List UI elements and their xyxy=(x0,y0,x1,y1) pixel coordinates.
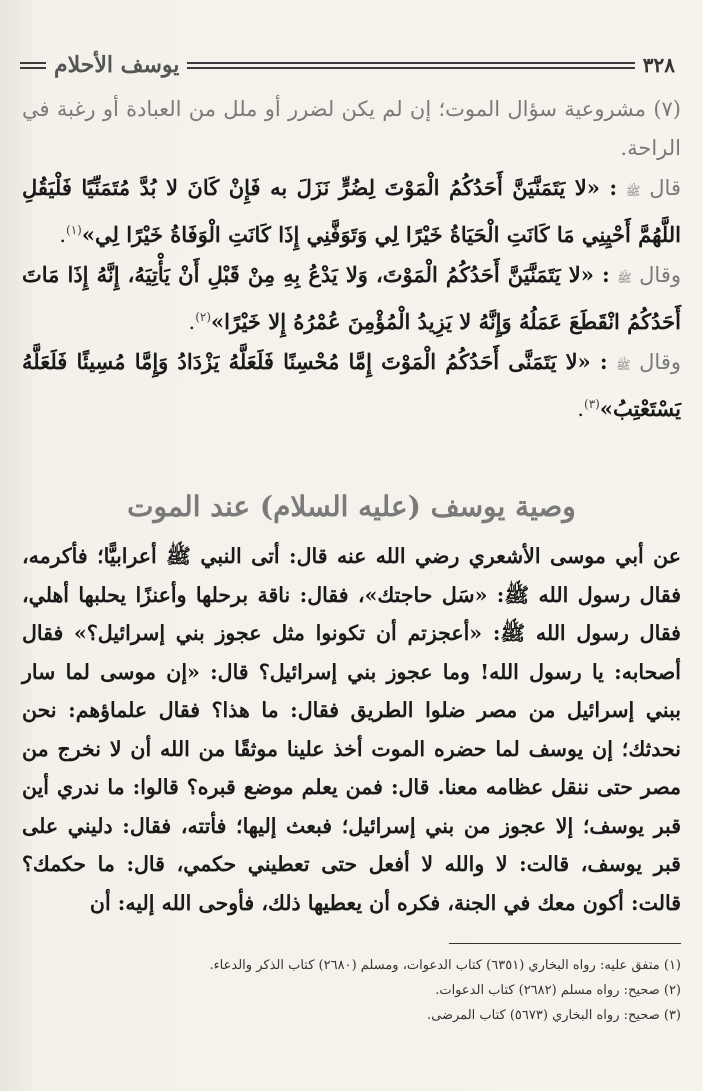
footnote-divider xyxy=(449,943,681,944)
hadith-3-intro: وقال xyxy=(639,350,681,374)
section-heading: وصية يوسف (عليه السلام) عند الموت xyxy=(127,490,576,523)
footnote-3: (٣) صحيح: رواه البخاري (٥٦٧٣) كتاب المرضى. xyxy=(427,1008,681,1023)
hadith-1: قال ﷺ : «لا يَتَمَنَّيَنَّ أَحَدُكُمُ الْمَوْتَ لِضُرٍّ نَزَلَ به فَإِنْ كَانَ لا بُدَّ مُتَمَنِّيًا فَلْيَقُلِ اللَّهُمَّ أَحْيِنِي مَا كَانَتِ الْحَيَاةُ خَيْرًا لِي وَتَوَفَّنِي إِذَا كَانَتِ الْوَفَاةُ خَيْرًا لِي»$^{(١)}$. xyxy=(22,175,681,247)
hadith-1-text: : «لا يَتَمَنَّيَنَّ أَحَدُكُمُ الْمَوْتَ لِضُرٍّ نَزَلَ به فَإِنْ كَانَ لا بُدَّ مُتَمَنِّيًا فَلْيَقُلِ اللَّهُمَّ أَحْيِنِي مَا كَانَتِ الْحَيَاةُ خَيْرًا لِي وَتَوَفَّنِي إِذَا كَانَتِ الْوَفَاةُ خَيْرًا لِي» xyxy=(22,175,681,247)
pbuh-glyph: ﷺ xyxy=(616,358,631,372)
section-point-7: (٧) مشروعية سؤال الموت؛ إن لم يكن لضرر أو ملل من العبادة أو رغبة في الراحة. xyxy=(22,97,681,160)
header-rule-right xyxy=(187,62,634,69)
footnote-ref-2: (٢) xyxy=(195,310,212,324)
page-number: ٣٢٨ xyxy=(642,53,675,77)
footnote-1: (١) متفق عليه: رواه البخاري (٦٣٥١) كتاب الدعوات، ومسلم (٢٦٨٠) كتاب الذكر والدعاء. xyxy=(209,958,681,973)
footnote-ref-3: (٣) xyxy=(584,397,600,411)
page-header xyxy=(20,50,683,80)
header-rule-left xyxy=(20,59,46,72)
hadith-3-text: : «لا يَتَمَنَّى أَحَدُكُمُ الْمَوْتَ إِمَّا مُحْسِنًا فَلَعَلَّهُ يَزْدَادُ وَإِمَّا مُسِيئًا فَلَعَلَّهُ يَسْتَعْتِبُ» xyxy=(22,349,681,421)
footnotes xyxy=(22,953,681,1028)
pbuh-glyph: ﷺ xyxy=(617,271,632,285)
hadith-2-intro: وقال xyxy=(639,263,681,287)
book-title: يوسف الأحلام xyxy=(54,52,180,78)
page-body xyxy=(22,90,681,922)
hadith-1-intro: قال xyxy=(649,176,681,200)
pbuh-glyph: ﷺ xyxy=(625,184,641,198)
story-paragraph: عن أبي موسى الأشعري رضي الله عنه قال: أتى النبي ﷺ أعرابيًّا؛ فأكرمه، فقال رسول الله ﷺ: «سَل حاجتك»، فقال: ناقة برحلها وأعنزًا يحلبها أهلي، فقال رسول الله ﷺ: «أعجزتم أن تكونوا مثل عجوز بني إسرائيل؟» فقال أصحابه: يا رسول الله! وما عجوز بني إسرائيل؟ قال: «إن موسى لما سار ببني إسرائيل من مصر ضلوا الطريق فقال: ما هذا؟ فقال علماؤهم: نحن نحدثك؛ إن يوسف لما حضره الموت أخذ علينا موثقًا من الله أن لا نخرج من مصر حتى ننقل عظامه معنا. قال: فمن يعلم موضع قبره؟ قالوا: ما ندري أين قبر يوسف؛ إلا عجوز من بني إسرائيل؛ فبعث إليها؛ فأتته، فقال: دليني على قبر يوسف، قالت: لا والله لا أفعل حتى تعطيني حكمي، قال: ما حكمك؟ قالت: أكون معك في الجنة، فكره أن يعطيها ذلك، فأوحى الله إليه: أن xyxy=(22,544,682,915)
footnote-ref-1: (١) xyxy=(66,223,82,237)
footnote-2: (٢) صحيح: رواه مسلم (٢٦٨٢) كتاب الدعوات. xyxy=(435,983,681,998)
hadith-2-text: : «لا يَتَمَنَّيَنَّ أَحَدُكُمُ الْمَوْتَ، وَلا يَدْعُ بِهِ مِنْ قَبْلِ أَنْ يَأْتِيَهُ، إِنَّهُ إِذَا مَاتَ أَحَدُكُمُ انْقَطَعَ عَمَلُهُ وَإِنَّهُ لا يَزِيدُ الْمُؤْمِنَ عُمْرُهُ إِلا خَيْرًا» xyxy=(22,262,681,334)
hadith-3: وقال ﷺ : «لا يَتَمَنَّى أَحَدُكُمُ الْمَوْتَ إِمَّا مُحْسِنًا فَلَعَلَّهُ يَزْدَادُ وَإِمَّا مُسِيئًا فَلَعَلَّهُ يَسْتَعْتِبُ»$^{(٣)}$. xyxy=(22,349,681,421)
hadith-2: وقال ﷺ : «لا يَتَمَنَّيَنَّ أَحَدُكُمُ الْمَوْتَ، وَلا يَدْعُ بِهِ مِنْ قَبْلِ أَنْ يَأْتِيَهُ، إِنَّهُ إِذَا مَاتَ أَحَدُكُمُ انْقَطَعَ عَمَلُهُ وَإِنَّهُ لا يَزِيدُ الْمُؤْمِنَ عُمْرُهُ إِلا خَيْرًا»$^{(٢)}$. xyxy=(22,262,681,334)
